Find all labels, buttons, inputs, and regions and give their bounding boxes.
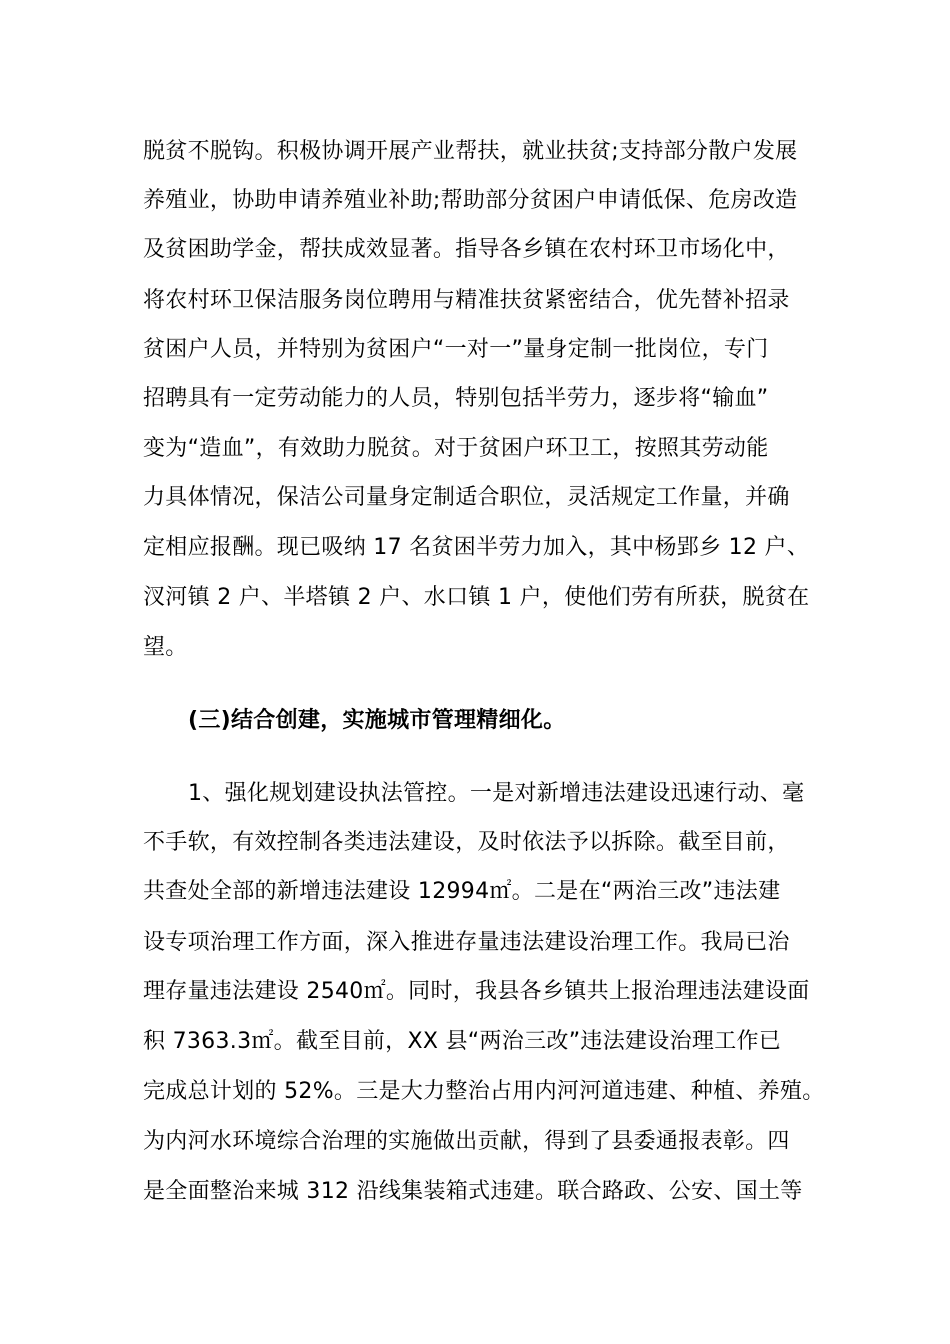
- paragraph1-line-2: 养殖业，协助申请养殖业补助;帮助部分贫困户申请低保、危房改造: [143, 188, 798, 213]
- paragraph2-line-8: 为内河水环境综合治理的实施做出贡献，得到了县委通报表彰。四: [143, 1129, 790, 1154]
- paragraph1-line-3: 及贫困助学金，帮扶成效显著。指导各乡镇在农村环卫市场化中，: [143, 237, 790, 262]
- paragraph2-line-2: 不手软，有效控制各类违法建设，及时依法予以拆除。截至目前，: [143, 830, 790, 855]
- paragraph1-line-8: 力具体情况，保洁公司量身定制适合职位，灵活规定工作量，并确: [143, 485, 790, 510]
- paragraph2-line-1: 1、强化规划建设执法管控。一是对新增违法建设迅速行动、毫: [188, 781, 805, 806]
- paragraph2-line-3: 共查处全部的新增违法建设 12994㎡。二是在“两治三改”违法建: [143, 879, 781, 904]
- section-heading: (三)结合创建，实施城市管理精细化。: [188, 708, 566, 733]
- paragraph2-line-4: 设专项治理工作方面，深入推进存量违法建设治理工作。我局已治: [143, 930, 790, 955]
- paragraph1-line-6: 招聘具有一定劳动能力的人员，特别包括半劳力，逐步将“输血”: [143, 386, 769, 411]
- paragraph1-line-5: 贫困户人员，并特别为贫困户“一对一”量身定制一批岗位，专门: [143, 337, 769, 362]
- paragraph1-line-7: 变为“造血”，有效助力脱贫。对于贫困户环卫工，按照其劳动能: [143, 436, 769, 461]
- paragraph2-line-6: 积 7363.3㎡。截至目前，XX 县“两治三改”违法建设治理工作已: [143, 1029, 782, 1054]
- paragraph2-line-9: 是全面整治来城 312 沿线集装箱式违建。联合路政、公安、国土等: [143, 1179, 803, 1204]
- paragraph1-line-1: 脱贫不脱钩。积极协调开展产业帮扶，就业扶贫;支持部分散户发展: [143, 139, 798, 164]
- paragraph1-line-11: 望。: [143, 635, 188, 660]
- paragraph1-line-10: 汊河镇 2 户、半塔镇 2 户、水口镇 1 户，使他们劳有所获，脱贫在: [143, 585, 810, 610]
- paragraph1-line-4: 将农村环卫保洁服务岗位聘用与精准扶贫紧密结合，优先替补招录: [143, 288, 790, 313]
- paragraph2-line-5: 理存量违法建设 2540㎡。同时，我县各乡镇共上报治理违法建设面: [143, 979, 810, 1004]
- paragraph1-line-9: 定相应报酬。现已吸纳 17 名贫困半劳力加入，其中杨郢乡 12 户、: [143, 535, 810, 560]
- paragraph2-line-7: 完成总计划的 52%。三是大力整治占用内河河道违建、种植、养殖。: [143, 1079, 825, 1104]
